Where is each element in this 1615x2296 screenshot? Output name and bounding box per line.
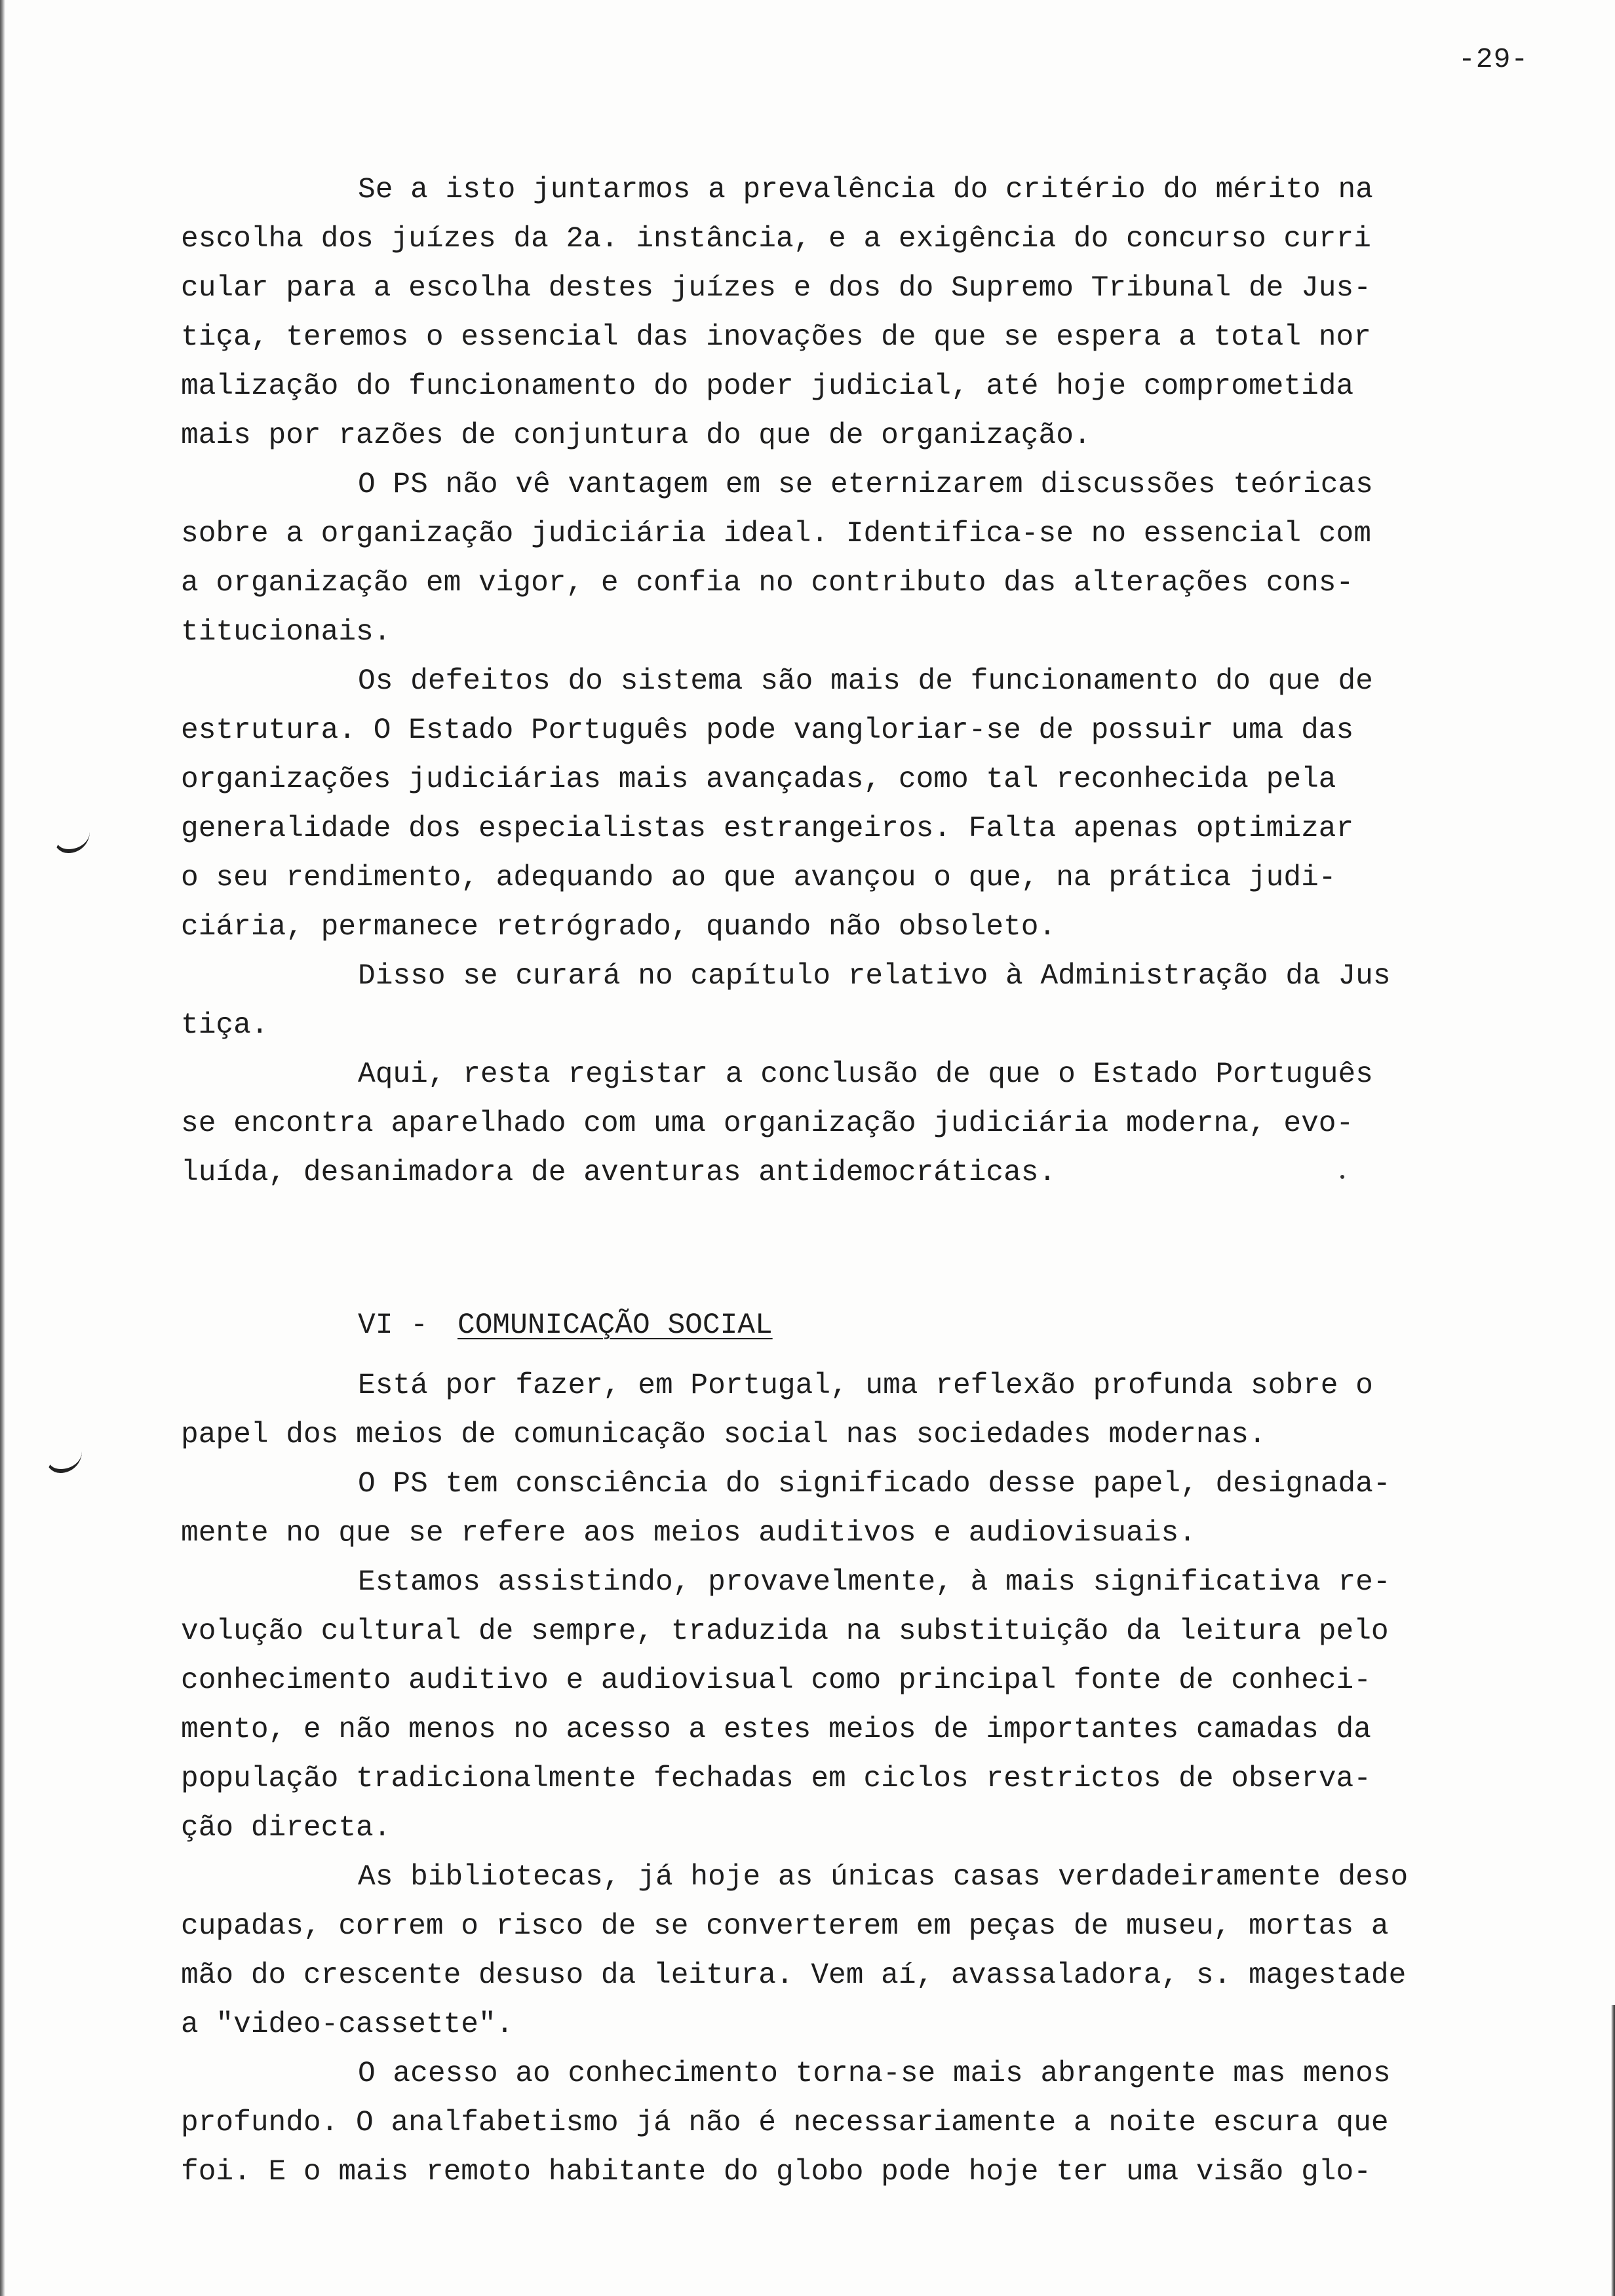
page-number: -29- xyxy=(1458,43,1529,75)
text-line: escolha dos juízes da 2a. instância, e a exigência do concurso curri xyxy=(181,223,1371,256)
text-line: malização do funcionamento do poder judicial, até hoje comprometida xyxy=(181,370,1354,403)
text-line: generalidade dos especialistas estrangeiros. Falta apenas optimizar xyxy=(181,813,1354,845)
text-line: população tradicionalmente fechadas em ciclos restrictos de observa- xyxy=(181,1763,1371,1795)
text-line: As bibliotecas, já hoje as únicas casas verdadeiramente deso xyxy=(358,1861,1409,1894)
stray-dot xyxy=(1340,1175,1344,1179)
text-line: Está por fazer, em Portugal, uma reflexão profunda sobre o xyxy=(358,1369,1373,1402)
text-line: tiça. xyxy=(181,1009,269,1042)
text-line: mento, e não menos no acesso a estes meios de importantes camadas da xyxy=(181,1713,1371,1746)
text-line: Estamos assistindo, provavelmente, à mais significativa re- xyxy=(358,1566,1391,1599)
margin-mark xyxy=(46,1447,82,1473)
text-line: ciária, permanece retrógrado, quando não obsoleto. xyxy=(181,911,1057,944)
text-line: ção directa. xyxy=(181,1812,391,1845)
scan-right-edge xyxy=(1611,2005,1615,2296)
text-line: profundo. O analfabetismo já não é necessariamente a noite escura que xyxy=(181,2107,1389,2139)
text-line: foi. E o mais remoto habitante do globo pode hoje ter uma visão glo- xyxy=(181,2156,1371,2189)
text-line: titucionais. xyxy=(181,616,391,649)
section-title: COMUNICAÇÃO SOCIAL xyxy=(457,1309,773,1342)
text-line: O acesso ao conhecimento torna-se mais abrangente mas menos xyxy=(358,2057,1391,2090)
text-line: cupadas, correm o risco de se converterem em peças de museu, mortas a xyxy=(181,1910,1389,1943)
text-line: sobre a organização judiciária ideal. Identifica-se no essencial com xyxy=(181,518,1371,550)
scan-left-edge xyxy=(0,0,5,2296)
text-line: Disso se curará no capítulo relativo à Administração da Jus xyxy=(358,960,1391,993)
text-line: a organização em vigor, e confia no contributo das alterações cons- xyxy=(181,567,1354,600)
text-line: Os defeitos do sistema são mais de funcionamento do que de xyxy=(358,665,1373,698)
text-line: estrutura. O Estado Português pode vangloriar-se de possuir uma das xyxy=(181,714,1354,747)
text-line: mão do crescente desuso da leitura. Vem aí, avassaladora, s. magestade xyxy=(181,1959,1407,1992)
text-line: tiça, teremos o essencial das inovações de que se espera a total nor xyxy=(181,321,1371,354)
text-line: conhecimento auditivo e audiovisual como principal fonte de conheci- xyxy=(181,1664,1371,1697)
text-line: O PS tem consciência do significado desse papel, designada- xyxy=(358,1468,1391,1501)
margin-mark xyxy=(54,827,90,853)
text-line: a "video-cassette". xyxy=(181,2008,514,2041)
text-line: volução cultural de sempre, traduzida na substituição da leitura pelo xyxy=(181,1615,1389,1648)
text-line: cular para a escolha destes juízes e dos do Supremo Tribunal de Jus- xyxy=(181,272,1371,305)
text-line: mente no que se refere aos meios auditivos e audiovisuais. xyxy=(181,1517,1196,1550)
text-line: o seu rendimento, adequando ao que avançou o que, na prática judi- xyxy=(181,862,1336,894)
text-line: se encontra aparelhado com uma organização judiciária moderna, evo- xyxy=(181,1107,1354,1140)
section-number: VI - xyxy=(358,1309,428,1342)
text-line: O PS não vê vantagem em se eternizarem discussões teóricas xyxy=(358,469,1373,501)
text-line: luída, desanimadora de aventuras antidemocráticas. xyxy=(181,1157,1057,1189)
text-line: mais por razões de conjuntura do que de organização. xyxy=(181,419,1091,452)
text-line: Se a isto juntarmos a prevalência do critério do mérito na xyxy=(358,174,1373,206)
text-line: organizações judiciárias mais avançadas, como tal reconhecida pela xyxy=(181,763,1336,796)
text-line: Aqui, resta registar a conclusão de que o Estado Português xyxy=(358,1058,1373,1091)
text-line: papel dos meios de comunicação social nas sociedades modernas. xyxy=(181,1419,1266,1451)
